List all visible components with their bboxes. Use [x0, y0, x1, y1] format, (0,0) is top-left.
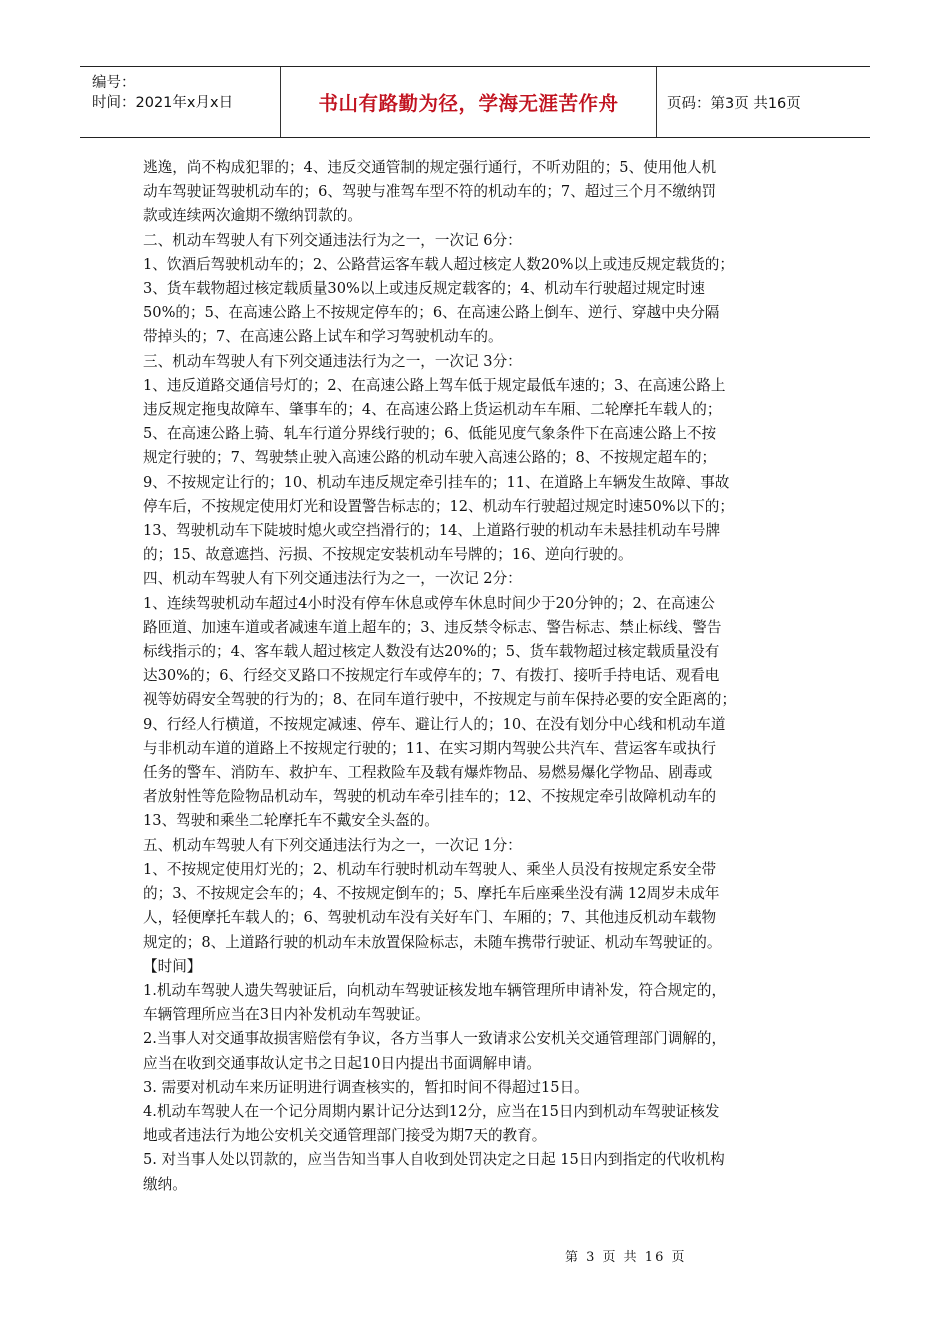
body-line: 5. 对当事人处以罚款的，应当告知当事人自收到处罚决定之日起 15日内到指定的代收机构	[143, 1151, 725, 1169]
body-line: 动车驾驶证驾驶机动车的；6、驾驶与准驾车型不符的机动车的；7、超过三个月不缴纳罚	[143, 183, 717, 201]
body-line: 3. 需要对机动车来历证明进行调查核实的，暂扣时间不得超过15日。	[143, 1078, 589, 1096]
body-line: 规定行驶的；7、驾驶禁止驶入高速公路的机动车驶入高速公路的；8、不按规定超车的；	[143, 449, 717, 467]
body-line: 1、违反道路交通信号灯的；2、在高速公路上驾车低于规定最低车速的；3、在高速公路上	[143, 376, 726, 394]
header-meta	[80, 67, 281, 137]
body-line: 【时间】	[143, 957, 202, 975]
body-line: 停车后，不按规定使用灯光和设置警告标志的；12、机动车行驶超过规定时速50%以下的；	[143, 497, 734, 515]
body-line: 的；15、故意遮挡、污损、不按规定安装机动车号牌的；16、逆向行驶的。	[143, 546, 633, 564]
body-line: 1、连续驾驶机动车超过4小时没有停车休息或停车休息时间少于20分钟的；2、在高速公	[143, 594, 715, 612]
body-line: 人，轻便摩托车载人的；6、驾驶机动车没有关好车门、车厢的；7、其他违反机动车载物	[143, 909, 717, 927]
body-line: 二、机动车驾驶人有下列交通违法行为之一，一次记 6分：	[143, 231, 522, 249]
body-line: 1、饮酒后驾驶机动车的；2、公路营运客车载人超过核定人数20%以上或违反规定载货的；	[143, 255, 734, 273]
body-line: 4.机动车驾驶人在一个记分周期内累计记分达到12分，应当在15日内到机动车驾驶证核发	[143, 1102, 720, 1120]
body-line: 2.当事人对交通事故损害赔偿有争议，各方当事人一致请求公安机关交通管理部门调解的，	[143, 1030, 727, 1048]
body-line: 达30%的；6、行经交叉路口不按规定行车或停车的；7、有拨打、接听手持电话、观看电	[143, 667, 720, 685]
page-header	[80, 66, 870, 138]
body-line: 9、不按规定让行的；10、机动车违反规定牵引挂车的；11、在道路上车辆发生故障、事故	[143, 473, 730, 491]
body-line: 5、在高速公路上骑、轧车行道分界线行驶的；6、低能见度气象条件下在高速公路上不按	[143, 425, 717, 443]
body-line: 13、驾驶机动车下陡坡时熄火或空挡滑行的；14、上道路行驶的机动车未悬挂机动车号牌	[143, 522, 721, 540]
body-line: 逃逸，尚不构成犯罪的；4、违反交通管制的规定强行通行，不听劝阻的；5、使用他人机	[143, 159, 717, 176]
body-line: 规定的；8、上道路行驶的机动车未放置保险标志，未随车携带行驶证、机动车驾驶证的。	[143, 933, 722, 951]
body-line: 款或连续两次逾期不缴纳罚款的。	[143, 207, 362, 225]
body-line: 标线指示的；4、客车载人超过核定人数没有达20%的；5、货车载物超过核定载质量没有	[143, 643, 720, 661]
document-date: 时间：2021年x月x日	[92, 95, 234, 111]
body-line: 缴纳。	[143, 1175, 187, 1193]
document-body	[143, 156, 823, 1197]
body-line: 视等妨碍安全驾驶的行为的；8、在同车道行驶中，不按规定与前车保持必要的安全距离的；	[143, 691, 737, 709]
header-page-info: 页码：第3页 共16页	[667, 95, 801, 112]
body-line: 路匝道、加速车道或者减速车道上超车的；3、违反禁令标志、警告标志、禁止标线、警告	[143, 618, 722, 636]
body-line: 带掉头的；7、在高速公路上试车和学习驾驶机动车的。	[143, 328, 503, 346]
body-line: 违反规定拖曳故障车、肇事车的；4、在高速公路上货运机动车车厢、二轮摩托车载人的；	[143, 401, 722, 419]
document-number-label: 编号：	[92, 75, 136, 91]
header-motto: 书山有路勤为径，学海无涯苦作舟	[281, 67, 657, 137]
body-line: 1、不按规定使用灯光的；2、机动车行驶时机动车驾驶人、乘坐人员没有按规定系安全带	[143, 860, 717, 878]
body-line: 13、驾驶和乘坐二轮摩托车不戴安全头盔的。	[143, 812, 439, 830]
body-line: 9、行经人行横道，不按规定减速、停车、避让行人的；10、在没有划分中心线和机动车道	[143, 715, 726, 733]
body-line: 的；3、不按规定会车的；4、不按规定倒车的；5、摩托车后座乘坐没有满 12周岁未成年	[143, 885, 720, 903]
page-footer: 第 3 页 共 16 页	[565, 1250, 687, 1265]
body-line: 地或者违法行为地公安机关交通管理部门接受为期7天的教育。	[143, 1127, 547, 1145]
body-line: 50%的；5、在高速公路上不按规定停车的；6、在高速公路上倒车、逆行、穿越中央分隔	[143, 304, 720, 322]
body-line: 四、机动车驾驶人有下列交通违法行为之一，一次记 2分：	[143, 570, 522, 588]
body-line: 应当在收到交通事故认定书之日起10日内提出书面调解申请。	[143, 1054, 542, 1072]
body-line: 者放射性等危险物品机动车，驾驶的机动车牵引挂车的；12、不按规定牵引故障机动车的	[143, 788, 717, 806]
body-line: 任务的警车、消防车、救护车、工程救险车及载有爆炸物品、易燃易爆化学物品、剧毒或	[143, 764, 713, 782]
body-line: 五、机动车驾驶人有下列交通违法行为之一，一次记 1分：	[143, 836, 522, 854]
body-line: 与非机动车道的道路上不按规定行驶的；11、在实习期内驾驶公共汽车、营运客车或执行	[143, 739, 717, 757]
body-line: 三、机动车驾驶人有下列交通违法行为之一，一次记 3分：	[143, 352, 522, 370]
body-line: 车辆管理所应当在3日内补发机动车驾驶证。	[143, 1006, 430, 1024]
body-line: 3、货车载物超过核定载质量30%以上或违反规定载客的；4、机动车行驶超过规定时速	[143, 280, 705, 298]
body-line: 1.机动车驾驶人遗失驾驶证后，向机动车驾驶证核发地车辆管理所申请补发，符合规定的，	[143, 981, 727, 999]
